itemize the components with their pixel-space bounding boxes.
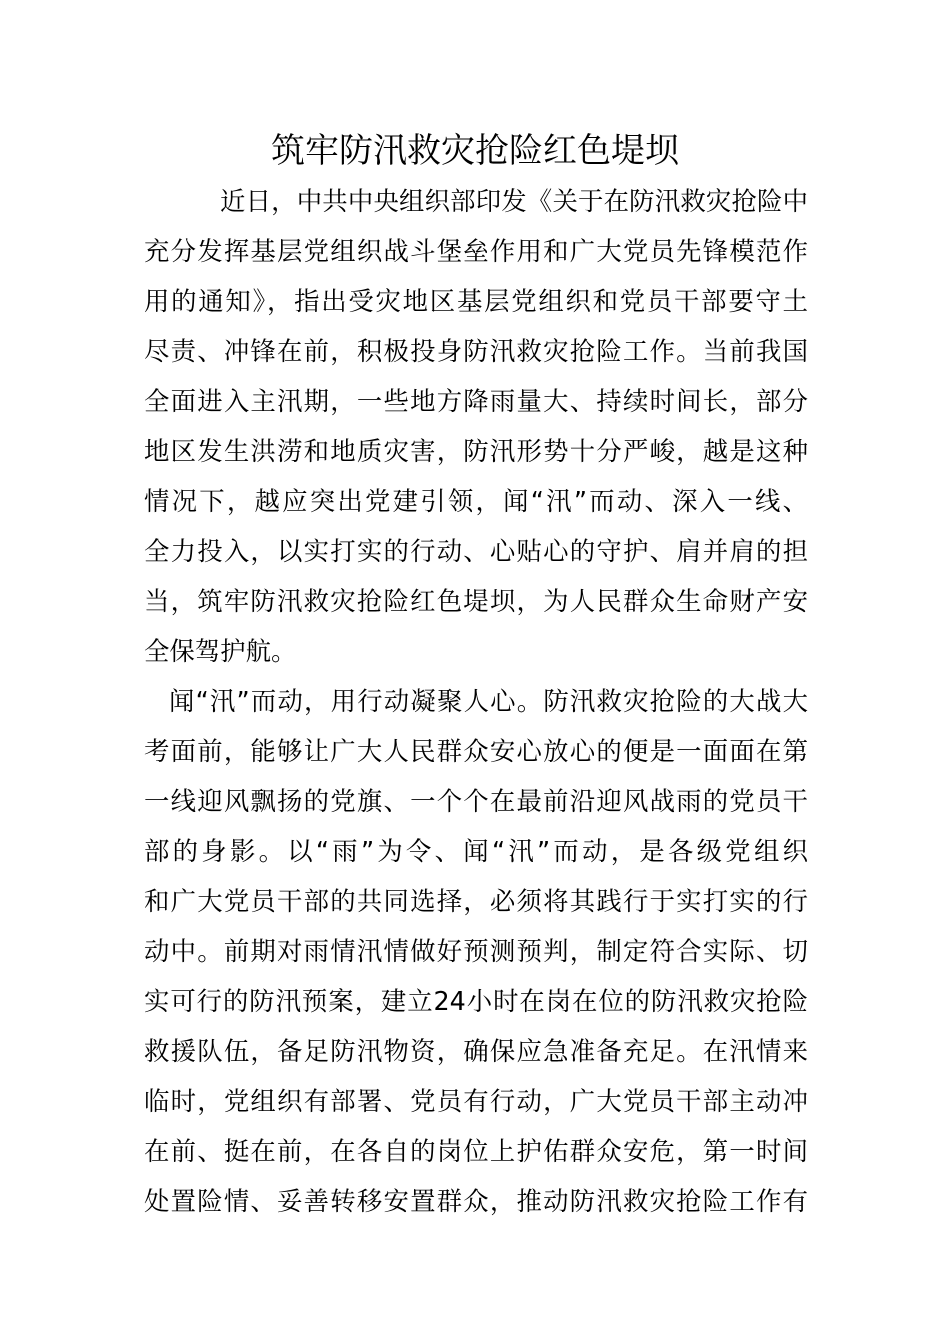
paragraph-2 (144, 676, 808, 1226)
text-line: 全保驾护航。 (144, 636, 297, 666)
text-line: 实可行的防汛预案，建立24小时在岗在位的防汛救灾抢险 (144, 986, 808, 1016)
text-line: 闻“汛”而动，用行动凝聚人心。防汛救灾抢险的大战大 (169, 686, 808, 716)
text-line: 地区发生洪涝和地质灾害，防汛形势十分严峻，越是这种 (144, 436, 808, 466)
text-line: 尽责、冲锋在前，积极投身防汛救灾抢险工作。当前我国 (144, 336, 808, 366)
text-line: 考面前，能够让广大人民群众安心放心的便是一面面在第 (144, 736, 808, 766)
text-line: 用的通知》，指出受灾地区基层党组织和党员干部要守土 (144, 286, 808, 316)
text-line: 当，筑牢防汛救灾抢险红色堤坝，为人民群众生命财产安 (144, 586, 808, 616)
text-line: 在前、挺在前，在各自的岗位上护佑群众安危，第一时间 (144, 1136, 808, 1166)
text-line: 救援队伍，备足防汛物资，确保应急准备充足。在汛情来 (144, 1036, 808, 1066)
text-line: 临时，党组织有部署、党员有行动，广大党员干部主动冲 (144, 1086, 808, 1116)
text-line: 部的身影。以“雨”为令、闻“汛”而动，是各级党组织 (144, 836, 808, 866)
text-line: 近日，中共中央组织部印发《关于在防汛救灾抢险中 (220, 186, 808, 216)
text-line: 全面进入主汛期，一些地方降雨量大、持续时间长，部分 (144, 386, 808, 416)
text-line: 处置险情、妥善转移安置群众，推动防汛救灾抢险工作有 (144, 1186, 808, 1216)
document-body (144, 176, 808, 1226)
text-line: 全力投入，以实打实的行动、心贴心的守护、肩并肩的担 (144, 536, 808, 566)
text-line: 情况下，越应突出党建引领，闻“汛”而动、深入一线、 (144, 486, 808, 516)
text-line: 一线迎风飘扬的党旗、一个个在最前沿迎风战雨的党员干 (144, 786, 808, 816)
text-line: 动中。前期对雨情汛情做好预测预判，制定符合实际、切 (144, 936, 808, 966)
document-title: 筑牢防汛救灾抢险红色堤坝 (271, 131, 679, 171)
paragraph-1 (144, 176, 808, 676)
text-line: 充分发挥基层党组织战斗堡垒作用和广大党员先锋模范作 (144, 236, 808, 266)
text-line: 和广大党员干部的共同选择，必须将其践行于实打实的行 (144, 886, 808, 916)
